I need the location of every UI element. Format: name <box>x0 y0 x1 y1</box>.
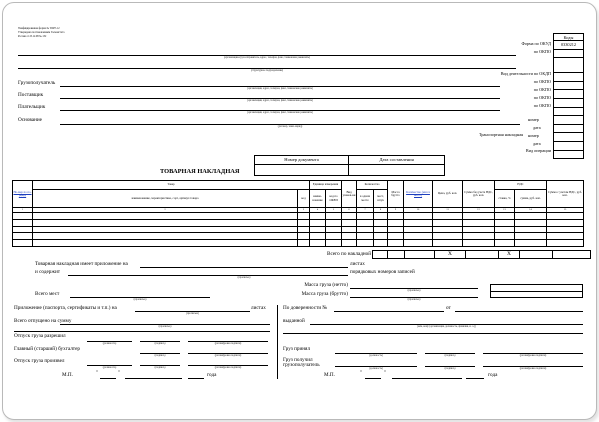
table-cell[interactable] <box>495 226 515 233</box>
signature-caption: (подпись) <box>154 354 166 357</box>
supplier-label: Поставщик <box>18 92 44 98</box>
col-number: 5 <box>326 208 342 213</box>
table-row <box>13 213 584 220</box>
weight-box-divider <box>490 291 583 292</box>
decode-caption: (расшифровка подписи) <box>519 354 547 357</box>
released-sum-caption: (прописью) <box>158 325 172 328</box>
table-cell[interactable] <box>433 233 463 240</box>
quote-mark: " <box>118 370 121 376</box>
table-cell[interactable] <box>374 213 388 220</box>
okdp-label: Вид деятельности по ОКДП <box>500 71 551 76</box>
table-cell[interactable] <box>298 226 310 233</box>
words-caption: (прописью) <box>237 276 251 279</box>
total-cell[interactable] <box>466 251 499 259</box>
col-number: 8 <box>374 208 388 213</box>
table-cell[interactable] <box>374 240 388 247</box>
table-row <box>13 219 584 226</box>
weight-gross-caption: (прописью) <box>407 298 421 301</box>
contract-caption: (договор, заказ-наряд) <box>277 125 303 128</box>
table-cell[interactable] <box>342 219 357 226</box>
col-number: 2 <box>33 208 298 213</box>
released-sum-label: Всего отпущено на сумму <box>14 318 72 324</box>
col-number: 4 <box>310 208 326 213</box>
appendix-label: Приложение (паспорта, сертификаты и т.п.) на <box>14 305 117 311</box>
col-goods-sub: наименование, характеристика, сорт, артикул товара <box>33 190 298 208</box>
okpo-cell[interactable] <box>554 49 584 58</box>
year-line[interactable] <box>188 378 204 379</box>
table-cell[interactable] <box>310 219 326 226</box>
table-cell[interactable] <box>374 219 388 226</box>
total-x-mark: X <box>435 251 466 259</box>
table-cell[interactable] <box>433 226 463 233</box>
table-cell[interactable] <box>310 226 326 233</box>
okpo-cell-5[interactable] <box>554 107 584 116</box>
mp-right: М.П. <box>324 372 335 378</box>
weight-net-caption: (прописью) <box>407 289 421 292</box>
basis-number-label: номер <box>528 117 539 122</box>
col-qty-places: мест, штук <box>374 190 388 208</box>
total-cell[interactable] <box>553 251 591 259</box>
weight-gross-label: Масса груза (брутто) <box>301 291 348 297</box>
decode-caption: (расшифровка подписи) <box>214 342 242 345</box>
issued-caption: (кем, кому (организация, должность, фамилия, и. о.)) <box>417 325 476 328</box>
signature-caption: (подпись) <box>444 367 456 370</box>
appendix-sheets-label: листах <box>251 305 266 311</box>
table-cell[interactable] <box>357 213 374 220</box>
table-cell[interactable] <box>357 226 374 233</box>
signature-caption: (подпись) <box>444 354 456 357</box>
col-net: Количество (масса нетто) <box>404 181 433 208</box>
contains-label: и содержит <box>35 269 60 275</box>
basis-date-label: дата <box>533 125 541 130</box>
table-cell[interactable] <box>547 233 584 240</box>
col-number: 3 <box>298 208 310 213</box>
col-sum-novat: Сумма без учета НДС, руб. коп. <box>463 181 495 208</box>
table-cell[interactable] <box>463 233 495 240</box>
payer-label: Плательщик <box>18 104 46 110</box>
col-vat-sum: сумма, руб. коп. <box>515 190 547 208</box>
signature-caption: (подпись) <box>154 366 166 369</box>
total-row <box>372 250 591 259</box>
col-number: 14 <box>515 208 547 213</box>
okpo-label-5: по ОКПО <box>533 103 551 108</box>
transport-label: Транспортная накладная <box>479 132 523 137</box>
proxy-from: от <box>446 305 451 311</box>
appendix-caption: (прописью) <box>186 312 199 315</box>
tn-date-cell[interactable] <box>554 141 584 150</box>
decode-caption: (расшифровка подписи) <box>214 366 242 369</box>
released-by-label: Отпуск груза произвел <box>14 358 65 364</box>
released-sum-line-2[interactable] <box>14 331 270 332</box>
year-label: года <box>207 372 217 378</box>
position-caption: (должность) <box>369 367 383 370</box>
total-label: Всего по накладной <box>327 251 371 257</box>
col-unit-name: наиме-нование <box>310 190 326 208</box>
payer-caption: (организация, адрес, телефон, факс, банковские реквизиты) <box>247 111 313 114</box>
table-cell[interactable] <box>298 240 310 247</box>
org-caption: (организация-грузоотправитель, адрес, телефон, факс, банковские реквизиты) <box>223 56 311 59</box>
table-cell[interactable] <box>13 233 33 240</box>
day-line-2[interactable] <box>365 378 381 379</box>
col-number: 10 <box>404 208 433 213</box>
year-label-2: года <box>488 372 498 378</box>
mp-left: М.П. <box>62 372 73 378</box>
okpo-cell-3[interactable] <box>554 90 584 99</box>
okpo-label-4: по ОКПО <box>533 95 551 100</box>
sheets-label: листах <box>350 261 365 267</box>
doc-date-cell[interactable] <box>349 165 445 176</box>
table-cell[interactable] <box>326 233 342 240</box>
table-cell[interactable] <box>463 226 495 233</box>
table-cell[interactable] <box>13 226 33 233</box>
table-cell[interactable] <box>463 213 495 220</box>
table-cell[interactable] <box>310 213 326 220</box>
table-cell[interactable] <box>326 219 342 226</box>
table-cell[interactable] <box>310 240 326 247</box>
table-cell[interactable] <box>463 240 495 247</box>
table-cell[interactable] <box>374 233 388 240</box>
table-cell[interactable] <box>388 240 404 247</box>
table-cell[interactable] <box>433 213 463 220</box>
okpo-label-2: по ОКПО <box>533 79 551 84</box>
codes-title: Коды <box>554 34 584 41</box>
table-cell[interactable] <box>326 213 342 220</box>
decode-caption: (расшифровка подписи) <box>519 367 547 370</box>
table-cell[interactable] <box>404 240 433 247</box>
total-cell[interactable] <box>405 251 435 259</box>
decode-caption: (расшифровка подписи) <box>214 354 242 357</box>
col-number: 6 <box>342 208 357 213</box>
table-cell[interactable] <box>547 226 584 233</box>
release-allowed-label: Отпуск груза разрешил <box>14 333 66 339</box>
okud-value: 0330212 <box>554 41 584 50</box>
blank-cell[interactable] <box>554 58 584 73</box>
table-cell[interactable] <box>342 226 357 233</box>
table-cell[interactable] <box>13 240 33 247</box>
form-ref-2: Утверждена постановлением Госкомстата <box>18 31 65 34</box>
col-code: код <box>298 190 310 208</box>
col-vat-rate: ставка, % <box>495 190 515 208</box>
basis-date-cell[interactable] <box>554 124 584 133</box>
col-unit-okei: код по ОКЕИ <box>326 190 342 208</box>
table-cell[interactable] <box>33 226 298 233</box>
table-cell[interactable] <box>33 219 298 226</box>
table-cell[interactable] <box>547 219 584 226</box>
col-number: 7 <box>357 208 374 213</box>
supplier-caption: (организация, адрес, телефон, факс, банковские реквизиты) <box>247 99 313 102</box>
month-line-2[interactable] <box>392 378 462 379</box>
doc-number-cell[interactable] <box>255 165 349 176</box>
okpo-label: по ОКПО <box>533 49 551 54</box>
okdp-cell[interactable] <box>554 73 584 82</box>
table-cell[interactable] <box>326 240 342 247</box>
consignee-caption: (организация, адрес, телефон, факс, банковские реквизиты) <box>247 87 313 90</box>
position-caption: (должность) <box>102 366 117 369</box>
table-cell[interactable] <box>404 219 433 226</box>
col-pack-kind: Вид упаков-ки <box>342 181 357 208</box>
table-cell[interactable] <box>33 240 298 247</box>
table-cell[interactable] <box>388 226 404 233</box>
table-cell[interactable] <box>404 226 433 233</box>
table-row <box>13 240 584 247</box>
col-number: 13 <box>495 208 515 213</box>
col-qty: Количество <box>357 181 388 190</box>
proxy-number-line[interactable] <box>334 311 444 312</box>
quote-mark: " <box>384 370 387 376</box>
doc-date-label: Дата составления <box>349 156 445 165</box>
table-cell[interactable] <box>310 233 326 240</box>
table-cell[interactable] <box>357 219 374 226</box>
table-cell[interactable] <box>357 233 374 240</box>
quote-mark: " <box>360 370 363 376</box>
table-cell[interactable] <box>298 213 310 220</box>
col-goods: Товар <box>33 181 310 190</box>
total-cell[interactable] <box>373 251 388 259</box>
table-row <box>13 233 584 240</box>
col-price: Цена, руб. коп. <box>433 181 463 208</box>
okpo-label-3: по ОКПО <box>533 87 551 92</box>
attachment-line: Товарная накладная имеет приложение на <box>35 261 128 267</box>
division-caption: (структурное подразделение) <box>250 69 284 72</box>
tn-date-label: дата <box>533 141 541 146</box>
table-cell[interactable] <box>515 240 547 247</box>
table-cell[interactable] <box>388 233 404 240</box>
total-places-label: Всего мест <box>35 291 60 297</box>
col-number: 1 <box>13 208 33 213</box>
col-gross: Масса брутто <box>388 181 404 208</box>
col-vat: НДС <box>495 181 547 190</box>
table-cell[interactable] <box>433 219 463 226</box>
form-ref-1: Унифицированная форма № ТОРГ-12 <box>18 27 60 30</box>
col-num: Но-мер по по-рядку <box>13 181 33 208</box>
col-number: 11 <box>433 208 463 213</box>
table-cell[interactable] <box>33 233 298 240</box>
operation-label: Вид операции <box>525 148 551 153</box>
proxy-date-line[interactable] <box>455 311 583 312</box>
attachment-value-line[interactable] <box>140 267 348 268</box>
form-ref-3: России от 25.12.98 № 132 <box>18 35 47 38</box>
weight-net-label: Масса груза (нетто) <box>304 282 348 288</box>
table-cell[interactable] <box>357 240 374 247</box>
table-cell[interactable] <box>298 233 310 240</box>
operation-cell[interactable] <box>554 150 584 159</box>
col-qty-one: в одном месте <box>357 190 374 208</box>
position-caption: (должность) <box>102 342 117 345</box>
table-cell[interactable] <box>495 233 515 240</box>
table-cell[interactable] <box>326 226 342 233</box>
issued-label: выданной <box>283 318 305 324</box>
total-cell[interactable] <box>520 251 553 259</box>
cargo-received-label: Груз получил грузополучатель <box>283 357 320 369</box>
table-cell[interactable] <box>495 219 515 226</box>
position-caption: (должность) <box>369 354 383 357</box>
table-cell[interactable] <box>388 219 404 226</box>
table-cell[interactable] <box>515 213 547 220</box>
table-cell[interactable] <box>515 226 547 233</box>
table-cell[interactable] <box>342 240 357 247</box>
table-cell[interactable] <box>547 240 584 247</box>
codes-table <box>553 33 584 159</box>
table-cell[interactable] <box>342 213 357 220</box>
col-number: 9 <box>388 208 404 213</box>
table-cell[interactable] <box>495 240 515 247</box>
okud-label: Форма по ОКУД <box>521 41 551 46</box>
serial-records-label: порядковых номеров записей <box>350 269 415 275</box>
col-unit: Единица измерения <box>310 181 342 190</box>
table-cell[interactable] <box>298 219 310 226</box>
tn-number-cell[interactable] <box>554 133 584 142</box>
col-sum-vat: Сумма с учетом НДС, руб. коп. <box>547 181 584 208</box>
chief-accountant-label: Главный (старший) бухгалтер <box>14 346 80 352</box>
total-places-caption: (прописью) <box>133 298 147 301</box>
table-cell[interactable] <box>433 240 463 247</box>
table-cell[interactable] <box>495 213 515 220</box>
table-cell[interactable] <box>374 226 388 233</box>
signature-caption: (подпись) <box>154 342 166 345</box>
total-cell[interactable] <box>388 251 405 259</box>
col-number: 15 <box>547 208 584 213</box>
okpo-cell-2[interactable] <box>554 81 584 90</box>
issued-line-2[interactable] <box>283 333 583 334</box>
basis-label: Основание <box>18 117 42 123</box>
tn-number-label: номер <box>528 133 539 138</box>
footer-divider <box>277 305 278 379</box>
table-cell[interactable] <box>547 213 584 220</box>
year-line-2[interactable] <box>466 378 484 379</box>
goods-table <box>12 180 584 247</box>
quote-mark: " <box>96 370 99 376</box>
table-cell[interactable] <box>515 219 547 226</box>
month-line[interactable] <box>125 378 182 379</box>
doc-number-label: Номер документа <box>255 156 349 165</box>
doc-number-table <box>254 155 445 176</box>
table-cell[interactable] <box>13 213 33 220</box>
table-cell[interactable] <box>33 213 298 220</box>
table-cell[interactable] <box>342 233 357 240</box>
document-title: ТОВАРНАЯ НАКЛАДНАЯ <box>160 168 240 175</box>
col-number: 12 <box>463 208 495 213</box>
cargo-accepted-label: Груз принял <box>283 346 311 352</box>
okpo-cell-4[interactable] <box>554 98 584 107</box>
table-cell[interactable] <box>463 219 495 226</box>
proxy-label: По доверенности № <box>283 305 328 311</box>
basis-number-cell[interactable] <box>554 116 584 125</box>
table-cell[interactable] <box>13 219 33 226</box>
table-cell[interactable] <box>388 213 404 220</box>
consignee-label: Грузополучатель <box>18 80 56 86</box>
table-row <box>13 226 584 233</box>
table-cell[interactable] <box>404 213 433 220</box>
day-line[interactable] <box>100 378 116 379</box>
table-cell[interactable] <box>404 233 433 240</box>
total-x-mark: X <box>499 251 520 259</box>
table-cell[interactable] <box>515 233 547 240</box>
